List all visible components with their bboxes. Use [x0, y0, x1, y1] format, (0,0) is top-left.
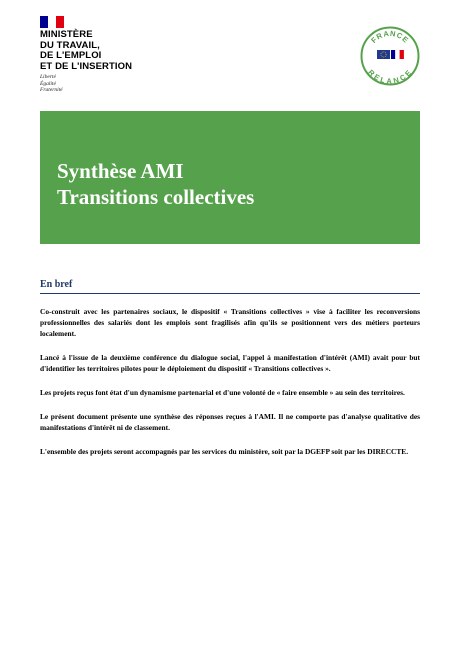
flag-white-stripe	[48, 16, 56, 28]
motto-line: Égalité	[40, 80, 56, 87]
section-divider	[40, 293, 420, 294]
relance-top-text: FRANCE	[369, 28, 411, 45]
summary-body	[40, 306, 420, 470]
france-relance-logo	[360, 26, 420, 86]
document-title-line: Transitions collectives	[57, 185, 255, 209]
summary-paragraph: L'ensemble des projets seront accompagnés par les services du ministère, soit par la DGEFP soit par les DIRECCTE.	[40, 447, 409, 456]
flag-red-stripe	[56, 16, 64, 28]
section-heading: En bref	[40, 279, 73, 290]
ministry-line: DE L'EMPLOI	[40, 50, 102, 61]
eu-flag-icon	[377, 50, 390, 59]
republic-motto	[40, 74, 63, 94]
ministry-line: ET DE L'INSERTION	[40, 60, 133, 72]
motto-line: Liberté	[40, 74, 56, 80]
document-title-line: Synthèse AMI	[57, 159, 184, 183]
french-flag-icon	[40, 16, 64, 28]
ministry-line: MINISTÈRE	[40, 29, 93, 40]
fr-flag-icon	[391, 50, 404, 59]
summary-paragraph: Les projets reçus font état d'un dynamisme partenarial et d'une volonté de « faire ensemble » au sein des territoires.	[40, 388, 405, 397]
summary-paragraph: Co-construit avec les partenaires sociaux, le dispositif « Transitions collectives » vise à faciliter les reconversions professionnelles des salariés dont les emplois sont fragilisés afin qu'ils se positionnent vers des métiers porteurs localement.	[40, 307, 420, 338]
summary-paragraph: Lancé à l'issue de la deuxième conférence du dialogue social, l'appel à manifestation d'intérêt (AMI) avait pour but d'identifier les territoires pilotes pour le déploiement du dispositif « Transitions collectives ».	[40, 353, 420, 373]
ministry-name	[40, 30, 132, 72]
summary-paragraph: Le présent document présente une synthèse des réponses reçues à l'AMI. Il ne comporte pas d'analyse qualitative des manifestations d'intérêt ni de classement.	[40, 412, 420, 432]
ministry-line: DU TRAVAIL,	[40, 39, 100, 51]
document-title	[57, 158, 254, 210]
flag-blue-stripe	[40, 16, 48, 28]
relance-bottom-text: RELANCE	[366, 67, 414, 86]
title-banner	[40, 111, 420, 244]
motto-line: Fraternité	[40, 87, 63, 93]
